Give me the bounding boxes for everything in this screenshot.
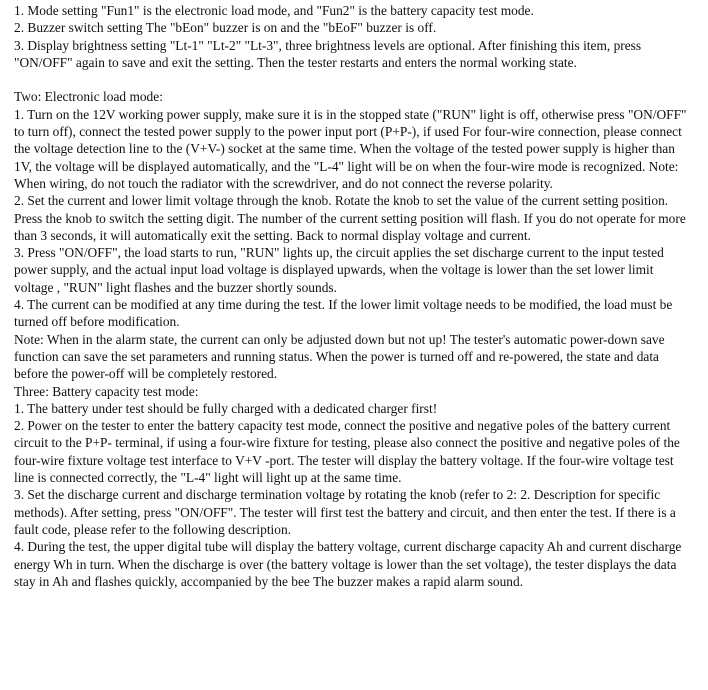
battery-test-step-4: 4. During the test, the upper digital tube will display the battery voltage, current discharge capacity Ah and current discharge energy Wh in turn. When the discharge is over (the battery voltage is lower than the set voltage), the tester displays the data stay in Ah and flashes quickly, accompanied by the bee The buzzer makes a rapid alarm sound.: [14, 539, 682, 589]
battery-test-heading: Three: Battery capacity test mode:: [14, 383, 199, 399]
settings-item-buzzer: 2. Buzzer switch setting The "bEon" buzzer is on and the "bEoF" buzzer is off.: [14, 20, 437, 36]
battery-test-step-1: 1. The battery under test should be fully charged with a dedicated charger first!: [14, 400, 438, 416]
electronic-load-heading: Two: Electronic load mode:: [14, 89, 163, 105]
electronic-load-step-1: 1. Turn on the 12V working power supply, make sure it is in the stopped state ("RUN" light is off, otherwise press "ON/OFF" to turn off), connect the tested power supply to the power input port (P+P-), if used For four-wire connection, please connect the voltage detection line to the (V+V-) socket at the same time. When the voltage of the tested power supply is higher than 1V, the voltage will be displayed automatically, and the "L-4" light will be on when the four-wire mode is recognized. Note: When wiring, do not touch the radiator with the screwdriver, and do not connect the reverse polarity.: [14, 106, 687, 191]
settings-item-mode: 1. Mode setting "Fun1" is the electronic load mode, and "Fun2" is the battery capacity test mode.: [14, 3, 534, 18]
electronic-load-note: Note: When in the alarm state, the current can only be adjusted down but not up! The tester's automatic power-down save function can save the set parameters and running status. When the power is turned off and re-powered, the state and data before the power-off will be completely restored.: [14, 331, 665, 382]
battery-test-step-2: 2. Power on the tester to enter the battery capacity test mode, connect the positive and negative poles of the battery current circuit to the P+P- terminal, if using a four-wire fixture for testing, please also connect the positive and negative poles of the four-wire fixture voltage test interface to V+V -port. The tester will display the battery voltage. If the four-wire voltage test line is connected correctly, the "L-4" light will light up at the same time.: [14, 418, 680, 486]
electronic-load-step-2: 2. Set the current and lower limit voltage through the knob. Rotate the knob to set the value of the current setting position. Press the knob to switch the setting digit. The number of the current setting position will flash. If you do not operate for more than 3 seconds, it will automatically exit the setting. Back to normal display voltage and current.: [14, 193, 686, 243]
electronic-load-step-3: 3. Press "ON/OFF", the load starts to run, "RUN" lights up, the circuit applies the set discharge current to the input tested power supply, and the actual input load voltage is displayed upwards, when the voltage is lower than the set lower limit voltage , "RUN" light flashes and the buzzer shortly sounds.: [14, 245, 664, 295]
electronic-load-step-4: 4. The current can be modified at any time during the test. If the lower limit voltage needs to be modified, the load must be turned off before modification.: [14, 297, 673, 330]
paragraph-gap: [14, 71, 694, 88]
manual-document: [14, 2, 694, 590]
battery-test-step-3: 3. Set the discharge current and discharge termination voltage by rotating the knob (refer to 2: 2. Description for specific methods). After setting, press "ON/OFF". The tester will first test the battery and circuit, and then enter the test. If there is a fault code, please refer to the following description.: [14, 487, 676, 537]
settings-item-brightness: 3. Display brightness setting "Lt-1" "Lt-2" "Lt-3", three brightness levels are optional. After finishing this item, press "ON/OFF" again to save and exit the setting. Then the tester restarts and enters the normal working state.: [14, 37, 642, 70]
